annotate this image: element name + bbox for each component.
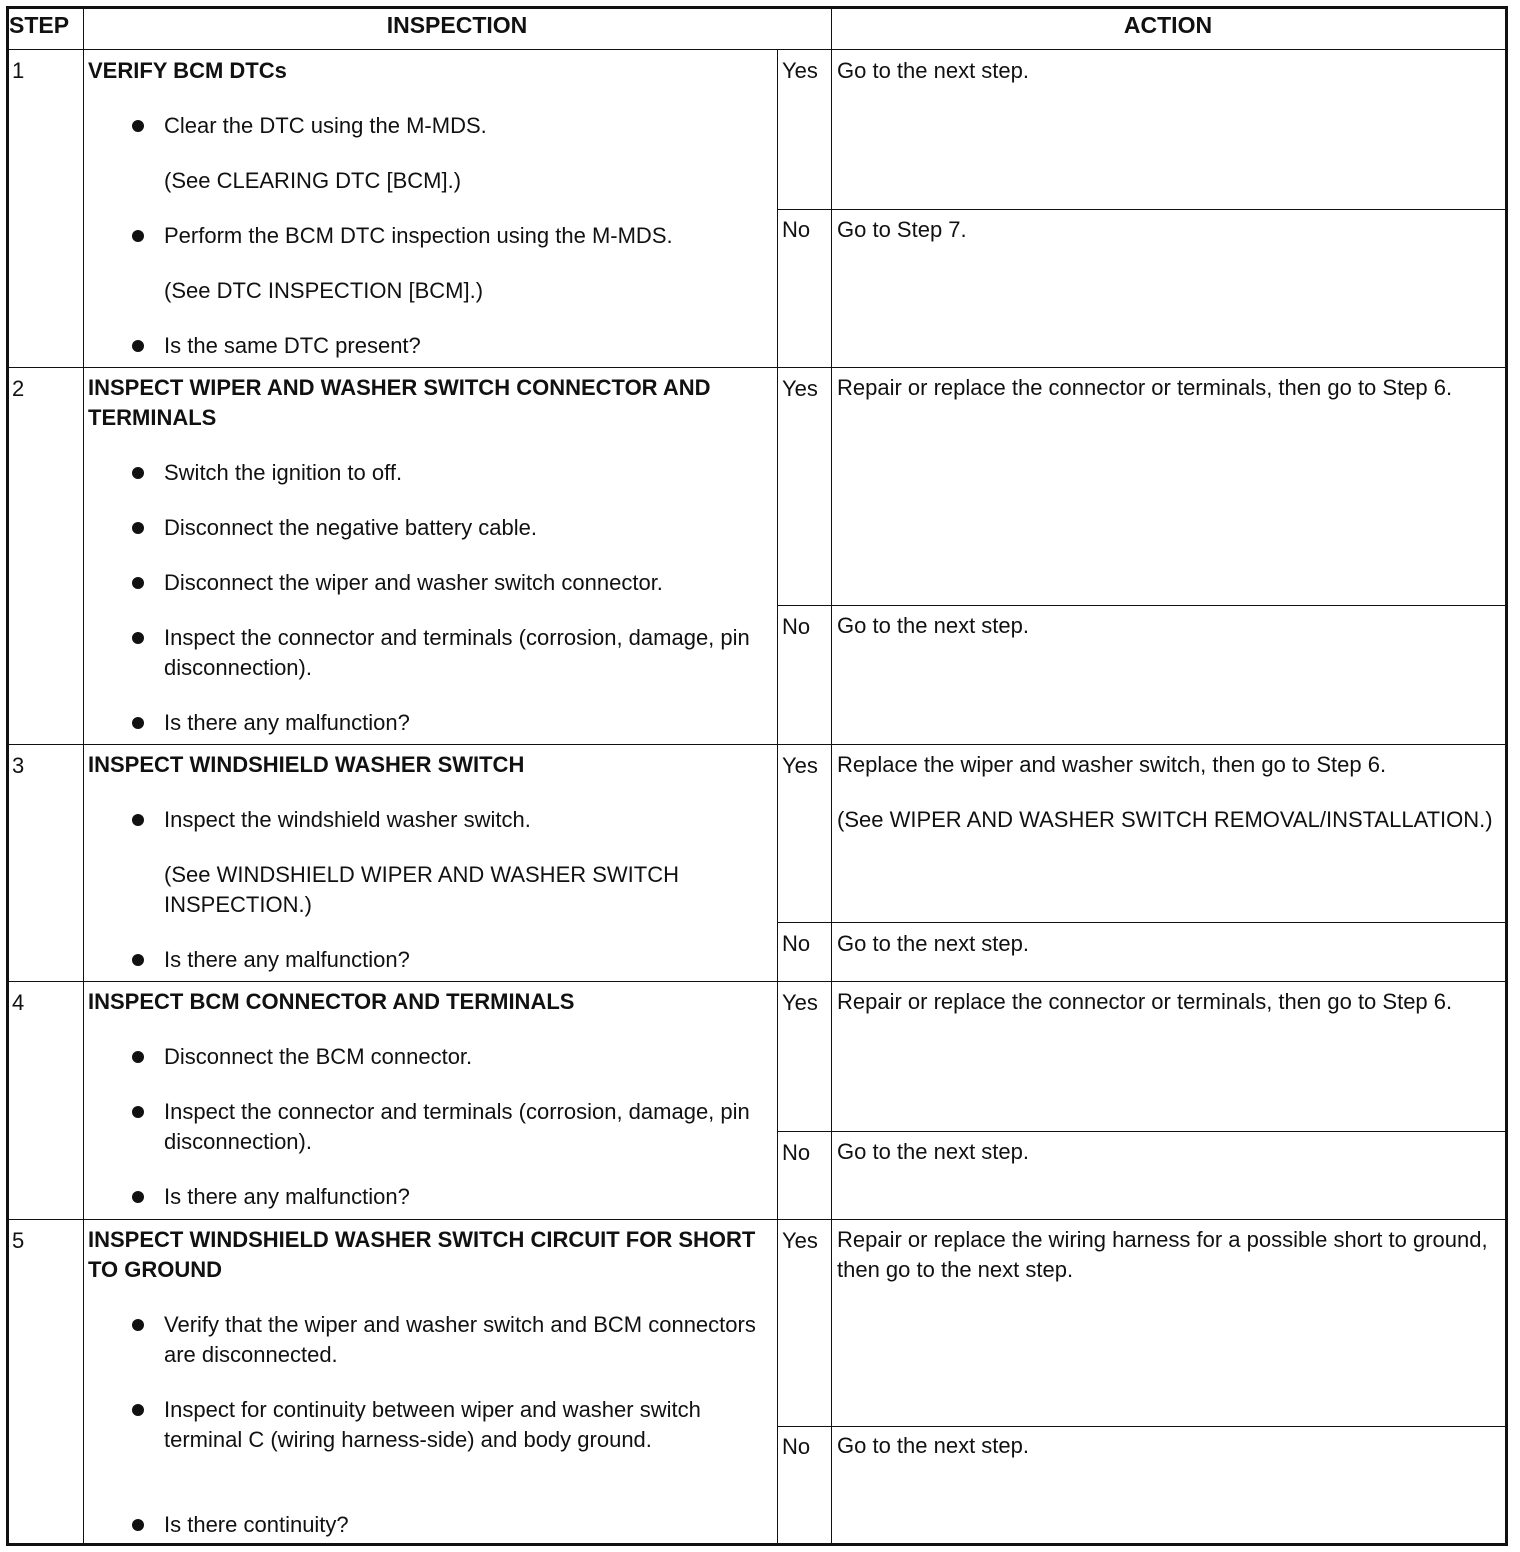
no-label: No [782, 614, 811, 639]
no-label: No [782, 1140, 811, 1165]
bullet-icon [132, 717, 144, 729]
inspection-item: Is there any malfunction? [164, 947, 410, 972]
bullet-icon [132, 1519, 144, 1531]
yes-action-note: (See WIPER AND WASHER SWITCH REMOVAL/INSTALLATION.) [837, 807, 1493, 832]
header-inspection: INSPECTION [386, 12, 528, 38]
yes-label: Yes [782, 753, 818, 778]
bullet-icon [132, 522, 144, 534]
yes-label: Yes [782, 376, 818, 401]
step-title: INSPECT BCM CONNECTOR AND TERMINALS [88, 989, 575, 1014]
bullet-icon [132, 577, 144, 589]
bullet-icon [132, 632, 144, 644]
yes-action: Repair or replace the connector or terminals, then go to Step 6. [837, 989, 1453, 1014]
inspection-item: Is there any malfunction? [164, 710, 410, 735]
no-action: Go to the next step. [837, 1139, 1030, 1164]
bullet-icon [132, 467, 144, 479]
step-number: 2 [12, 376, 25, 401]
inspection-item: Inspect for continuity between wiper and washer switch terminal C (wiring harness-side) and body ground. [164, 1397, 701, 1452]
row-divider [9, 1219, 1505, 1220]
step-number: 3 [12, 753, 25, 778]
no-label: No [782, 217, 811, 242]
col-divider-step [83, 9, 84, 1543]
inspection-item: Inspect the connector and terminals (corrosion, damage, pin disconnection). [164, 1099, 750, 1154]
yes-label: Yes [782, 990, 818, 1015]
inspection-item: Inspect the windshield washer switch. [164, 807, 531, 832]
bullet-icon [132, 1051, 144, 1063]
step-title: INSPECT WIPER AND WASHER SWITCH CONNECTOR AND TERMINALS [88, 375, 711, 430]
inspection-item: Inspect the connector and terminals (corrosion, damage, pin disconnection). [164, 625, 750, 680]
inspection-item: Is the same DTC present? [164, 333, 421, 358]
inspection-item: Disconnect the wiper and washer switch connector. [164, 570, 663, 595]
yes-action: Repair or replace the wiring harness for a possible short to ground, then go to the next step. [837, 1227, 1488, 1282]
yes-label: Yes [782, 1228, 818, 1253]
step-number: 5 [12, 1228, 25, 1253]
bullet-icon [132, 340, 144, 352]
inspection-item: Is there continuity? [164, 1512, 349, 1537]
yes-no-divider [777, 605, 1505, 606]
row-divider [9, 981, 1505, 982]
bullet-icon [132, 1319, 144, 1331]
no-action: Go to the next step. [837, 1433, 1030, 1458]
bullet-icon [132, 230, 144, 242]
inspection-item: Is there any malfunction? [164, 1184, 410, 1209]
yes-action: Repair or replace the connector or terminals, then go to Step 6. [837, 375, 1453, 400]
bullet-icon [132, 120, 144, 132]
step-number: 4 [12, 990, 25, 1015]
step-title: INSPECT WINDSHIELD WASHER SWITCH CIRCUIT FOR SHORT TO GROUND [88, 1227, 756, 1282]
header-action: ACTION [1123, 12, 1213, 38]
header-step: STEP [9, 12, 70, 38]
yes-no-divider [777, 1426, 1505, 1427]
yes-no-divider [777, 209, 1505, 210]
inspection-note: (See DTC INSPECTION [BCM].) [164, 278, 484, 303]
bullet-icon [132, 1404, 144, 1416]
yes-no-divider [777, 1131, 1505, 1132]
yes-label: Yes [782, 58, 818, 83]
inspection-item: Disconnect the negative battery cable. [164, 515, 538, 540]
no-label: No [782, 931, 811, 956]
row-divider [9, 367, 1505, 368]
yes-action: Go to the next step. [837, 58, 1030, 83]
no-action: Go to Step 7. [837, 217, 967, 242]
no-label: No [782, 1434, 811, 1459]
no-action: Go to the next step. [837, 613, 1030, 638]
inspection-item: Switch the ignition to off. [164, 460, 403, 485]
inspection-item: Clear the DTC using the M-MDS. [164, 113, 487, 138]
step-title: VERIFY BCM DTCs [88, 58, 287, 83]
inspection-note: (See CLEARING DTC [BCM].) [164, 168, 462, 193]
inspection-item: Perform the BCM DTC inspection using the M-MDS. [164, 223, 673, 248]
step-title: INSPECT WINDSHIELD WASHER SWITCH [88, 752, 525, 777]
bullet-icon [132, 814, 144, 826]
bullet-icon [132, 1191, 144, 1203]
bullet-icon [132, 1106, 144, 1118]
bullet-icon [132, 954, 144, 966]
yes-action: Replace the wiper and washer switch, then go to Step 6. [837, 752, 1387, 777]
inspection-item: Verify that the wiper and washer switch and BCM connectors are disconnected. [164, 1312, 756, 1367]
header-divider [9, 49, 1505, 50]
inspection-item: Disconnect the BCM connector. [164, 1044, 473, 1069]
col-divider-yesno [777, 49, 778, 1543]
row-divider [9, 744, 1505, 745]
inspection-note: (See WINDSHIELD WIPER AND WASHER SWITCH INSPECTION.) [164, 862, 680, 917]
yes-no-divider [777, 922, 1505, 923]
step-number: 1 [12, 58, 25, 83]
no-action: Go to the next step. [837, 931, 1030, 956]
col-divider-action [831, 9, 832, 1543]
